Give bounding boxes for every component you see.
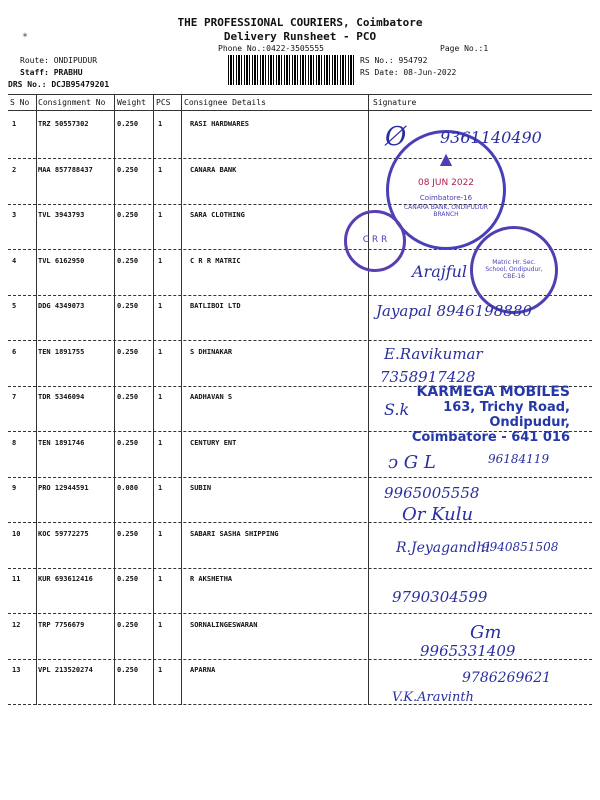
signature-scribble: Gm	[470, 622, 502, 643]
row-weight: 0.250	[117, 575, 139, 583]
emblem-icon: ▲	[439, 149, 453, 168]
header-rule	[8, 110, 592, 111]
row-consignment: KOC 59772275	[38, 529, 89, 538]
row-sno: 10	[12, 529, 21, 538]
row-sno: 6	[12, 347, 17, 356]
mobiles-address-2: Ondipudur,	[489, 415, 570, 430]
row-pcs: 1	[158, 347, 163, 356]
karmega-mobiles-stamp	[390, 384, 570, 445]
row-sno: 13	[12, 666, 21, 674]
row-weight: 0.250	[117, 256, 139, 265]
mobiles-address-3: Coimbatore - 641 016	[411, 430, 570, 445]
row-weight: 0.250	[117, 165, 139, 174]
page-number: Page No.:1	[440, 44, 489, 53]
col-header-signature: Signature	[373, 98, 417, 107]
row-pcs: 1	[158, 256, 163, 265]
signature-scribble: S.k	[384, 400, 410, 419]
row-pcs: 1	[158, 575, 163, 583]
row-consignment: TRP 7756679	[38, 620, 85, 629]
row-weight: 0.250	[117, 529, 139, 538]
row-weight: 0.250	[117, 211, 139, 219]
row-sno: 3	[12, 211, 17, 219]
school-stamp	[470, 226, 558, 314]
signature-scribble: Arajful	[412, 262, 468, 281]
handwritten-row9: 9965005558	[384, 484, 480, 502]
scribble-mark: ✶	[22, 30, 29, 41]
row-consignee: SABARI SASHA SHIPPING	[190, 529, 279, 538]
handwritten-row5: Jayapal 8946198880	[376, 302, 532, 320]
col-header-sno: S No	[10, 98, 30, 107]
signature-scribble: ↄ G L	[388, 452, 436, 473]
row-consignment: MAA 857788437	[38, 165, 93, 174]
staff: Staff: PRABHU	[20, 68, 83, 77]
row-sno: 2	[12, 165, 17, 174]
row-consignment: TRZ 50557302	[38, 120, 89, 128]
row-consignment: DDG 4349073	[38, 302, 85, 310]
row-consignment: KUR 693612416	[38, 575, 93, 583]
row-consignee: AADHAVAN S	[190, 393, 233, 401]
table-top-rule	[8, 94, 592, 95]
row-pcs: 1	[158, 165, 163, 174]
row-weight: 0.250	[117, 438, 139, 447]
row-weight: 0.250	[117, 302, 139, 310]
handwritten-row11: 9790304599	[392, 588, 488, 606]
mobiles-name: KARMEGA MOBILES	[416, 384, 570, 400]
row-consignee: S DHINAKAR	[190, 347, 233, 356]
row-sno: 5	[12, 302, 17, 310]
row-weight: 0.250	[117, 347, 139, 356]
handwritten-phone-1: 9361140490	[440, 128, 542, 147]
barcode	[228, 55, 356, 85]
stamp-city: Coimbatore-16	[419, 194, 473, 202]
drs-number: DRS No.: DCJB95479201	[8, 80, 110, 89]
col-header-pcs: PCS	[156, 98, 171, 107]
row-sno: 8	[12, 438, 17, 447]
row-pcs: 1	[158, 620, 163, 629]
col-header-consignee: Consignee Details	[184, 98, 266, 107]
phone-number: Phone No.:0422-3505555	[218, 44, 324, 53]
signature-scribble: Ø	[385, 122, 407, 152]
row-consignment: TEN 1891746	[38, 438, 85, 447]
row-consignee: BATLIBOI LTD	[190, 302, 241, 310]
row-sno: 1	[12, 120, 17, 128]
row-consignee: SUBIN	[190, 484, 212, 492]
row-pcs: 1	[158, 211, 163, 219]
mobiles-address-1: 163, Trichy Road,	[443, 400, 570, 415]
row-pcs: 1	[158, 302, 163, 310]
company-title: THE PROFESSIONAL COURIERS, Coimbatore	[177, 16, 423, 29]
col-header-weight: Weight	[117, 98, 146, 107]
row-pcs: 1	[158, 120, 163, 128]
crr-stamp	[344, 210, 406, 272]
row-weight: 0.250	[117, 393, 139, 401]
row-pcs: 1	[158, 393, 163, 401]
handwritten-row10-name: R.Jeyagandhi	[396, 540, 490, 556]
row-consignee: SARA CLOTHING	[190, 211, 245, 219]
row-consignment: TDR 5346094	[38, 393, 85, 401]
row-consignee: CANARA BANK	[190, 165, 237, 174]
school-stamp-text: Matric Hr. Sec. School, Ondipudur, CBE-16	[485, 259, 543, 280]
signature-scribble: Or Kulu	[402, 504, 474, 525]
handwritten-row6-name: E.Ravikumar	[384, 345, 483, 363]
row-consignee: CENTURY ENT	[190, 438, 237, 447]
row-sno: 11	[12, 575, 21, 583]
row-divider	[8, 704, 592, 705]
row-pcs: 1	[158, 438, 163, 447]
handwritten-row12: 9965331409	[420, 642, 516, 660]
handwritten-row8: 96184119	[488, 452, 550, 466]
rs-date: RS Date: 08-Jun-2022	[360, 68, 457, 77]
handwritten-row13-name: V.K.Aravinth	[392, 690, 474, 705]
row-pcs: 1	[158, 529, 163, 538]
rs-number: RS No.: 954792	[360, 56, 428, 65]
handwritten-row13-phone: 9786269621	[462, 670, 552, 686]
route: Route: ONDIPUDUR	[20, 56, 98, 65]
row-weight: 0.080	[117, 484, 139, 492]
document-subtitle: Delivery Runsheet - PCO	[223, 30, 377, 43]
crr-stamp-text: C R R	[362, 235, 388, 245]
row-divider	[8, 613, 592, 614]
row-sno: 4	[12, 256, 17, 265]
row-divider	[8, 158, 592, 159]
row-sno: 12	[12, 620, 21, 629]
row-divider	[8, 568, 592, 569]
row-pcs: 1	[158, 484, 163, 492]
row-consignment: TEN 1891755	[38, 347, 85, 356]
stamp-date: 08 JUN 2022	[417, 178, 475, 188]
row-divider	[8, 522, 592, 523]
row-divider	[8, 340, 592, 341]
row-weight: 0.250	[117, 120, 139, 128]
handwritten-row10-phone: 9940851508	[482, 540, 559, 554]
row-consignee: APARNA	[190, 666, 216, 674]
row-consignment: PRO 12944591	[38, 484, 89, 492]
row-consignee: C R R MATRIC	[190, 256, 241, 265]
row-weight: 0.250	[117, 666, 139, 674]
row-divider	[8, 477, 592, 478]
handwritten-row6-phone: 7358917428	[380, 368, 476, 386]
row-weight: 0.250	[117, 620, 139, 629]
row-consignment: VPL 213520274	[38, 666, 93, 674]
row-consignee: SORNALINGESWARAN	[190, 620, 258, 629]
row-consignment: TVL 3943793	[38, 211, 85, 219]
row-sno: 7	[12, 393, 17, 401]
row-consignee: RASI HARDWARES	[190, 120, 250, 128]
stamp-bank-name: CANARA BANK, ONDIPUDUR BRANCH	[403, 204, 489, 218]
row-pcs: 1	[158, 666, 163, 674]
row-consignee: R AKSHETHA	[190, 575, 233, 583]
col-header-consignment: Consignment No	[38, 98, 106, 107]
row-consignment: TVL 6162950	[38, 256, 85, 265]
row-sno: 9	[12, 484, 17, 492]
